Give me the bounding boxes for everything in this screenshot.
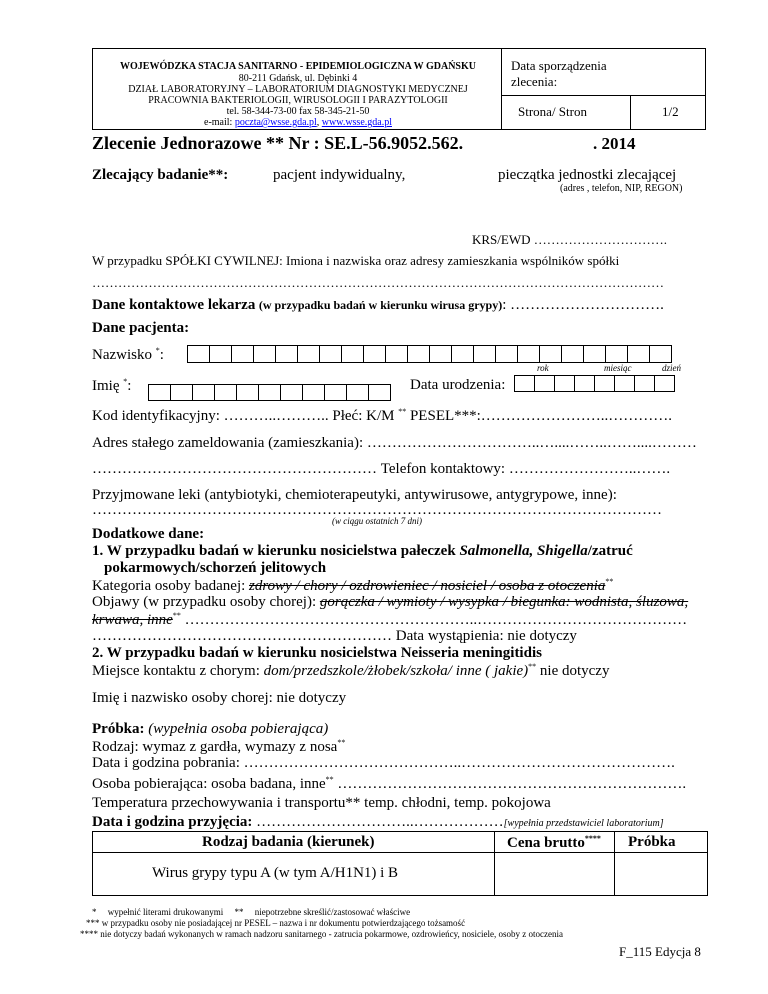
input-cell[interactable] <box>297 345 320 363</box>
id-code-line: Kod identyfikacyjny: ………..……….. Płeć: K/M ** PESEL***:……………………..…………. <box>92 407 673 424</box>
input-cell[interactable] <box>209 345 232 363</box>
input-cell[interactable] <box>214 384 237 401</box>
section-2-heading: 2. W przypadku badań w kierunku nosicielstwa Neisseria meningitidis <box>92 645 542 661</box>
input-cell[interactable] <box>614 375 635 392</box>
doctor-label: Dane kontaktowe lekarza <box>92 297 256 313</box>
input-cell[interactable] <box>627 345 650 363</box>
input-cell[interactable] <box>554 375 575 392</box>
website-link[interactable]: www.wsse.gda.pl <box>321 117 392 128</box>
org-phone: tel. 58-344-73-00 fax 58-345-21-50 <box>226 106 370 117</box>
birth-input-grid[interactable] <box>514 375 674 392</box>
client-label: Zlecający badanie**: <box>92 167 229 183</box>
extra-title: Dodatkowe dane: <box>92 526 205 542</box>
col-price: Cena brutto**** <box>507 834 601 851</box>
civil-note: W przypadku SPÓŁKI CYWILNEJ: Imiona i nazwiska oraz adresy zamieszkania wspólników spółki <box>92 253 620 268</box>
civil-dots: …………………………………………………………………………………………………………………… <box>92 275 664 290</box>
input-cell[interactable] <box>514 375 535 392</box>
year-label: rok <box>537 363 549 373</box>
phone-line: ………………………………………………… Telefon kontaktowy: ……………………..……. <box>92 461 671 477</box>
page-label: Strona/ Stron <box>518 104 587 119</box>
input-cell[interactable] <box>407 345 430 363</box>
krs-field: KRS/EWD …………………………. <box>472 232 667 247</box>
section-1-heading: 1. W przypadku badań w kierunku nosicielstwa pałeczek Salmonella, Shigella/zatruć <box>92 543 633 559</box>
input-cell[interactable] <box>346 384 369 401</box>
input-cell[interactable] <box>253 345 276 363</box>
address-line: Adres stałego zameldowania (zamieszkania): ……………………………..…....……..……....……… <box>92 435 697 451</box>
input-cell[interactable] <box>517 345 540 363</box>
input-cell[interactable] <box>605 345 628 363</box>
input-cell[interactable] <box>341 345 364 363</box>
name-input-grid[interactable] <box>148 384 390 401</box>
date-page-box <box>502 48 706 130</box>
sample-date: Data i godzina pobrania: ……………………………………..……………………………………. <box>92 755 675 771</box>
input-cell[interactable] <box>170 384 193 401</box>
stamp-label: pieczątka jednostki zlecającej <box>498 167 677 183</box>
col-test-type: Rodzaj badania (kierunek) <box>202 834 375 850</box>
surname-label: Nazwisko *: <box>92 346 164 363</box>
input-cell[interactable] <box>363 345 386 363</box>
input-cell[interactable] <box>534 375 555 392</box>
input-cell[interactable] <box>187 345 210 363</box>
footnote-1: * wypełnić literami drukowanymi ** niepotrzebne skreślić/zastosować właściwe <box>92 907 411 917</box>
org-address: 80-211 Gdańsk, ul. Dębinki 4 <box>238 73 358 84</box>
input-cell[interactable] <box>280 384 303 401</box>
org-dept: DZIAŁ LABORATORYJNY – LABORATORIUM DIAGNOSTYKI MEDYCZNEJ <box>128 84 468 95</box>
date-label-2: zlecenia: <box>511 74 558 89</box>
input-cell[interactable] <box>324 384 347 401</box>
category-line: Kategoria osoby badanej: zdrowy / chory / ozdrowieniec / nosiciel / osoba z otoczenia** <box>92 577 614 594</box>
meds-line: Przyjmowane leki (antybiotyki, chemioterapeutyki, antywirusowe, antygrypowe, inne): <box>92 487 617 503</box>
input-cell[interactable] <box>561 345 584 363</box>
input-cell[interactable] <box>649 345 672 363</box>
contact-line: Miejsce kontaktu z chorym: dom/przedszkole/żłobek/szkoła/ inne ( jakie)** nie dotyczy <box>92 662 610 679</box>
symptoms-line-2: krwawa, inne** …………………………………………………..…………………………………… <box>92 611 688 628</box>
header-box <box>92 48 502 130</box>
page-value: 1/2 <box>662 104 679 119</box>
section-1-heading-2: pokarmowych/schorzeń jelitowych <box>104 560 327 576</box>
col-sample: Próbka <box>628 834 676 850</box>
input-cell[interactable] <box>302 384 325 401</box>
meds-dots: …………………………………………………………………………………………………… <box>92 502 662 518</box>
input-cell[interactable] <box>451 345 474 363</box>
sep: , <box>316 117 320 128</box>
input-cell[interactable] <box>539 345 562 363</box>
sample-type: Rodzaj: wymaz z gardła, wymazy z nosa** <box>92 738 346 755</box>
input-cell[interactable] <box>385 345 408 363</box>
day-label: dzień <box>662 363 681 373</box>
input-cell[interactable] <box>495 345 518 363</box>
surname-input-grid[interactable] <box>187 345 671 363</box>
form-id: F_115 Edycja 8 <box>619 944 701 959</box>
birth-label: Data urodzenia: <box>410 377 506 393</box>
stamp-note: (adres , telefon, NIP, REGON) <box>560 183 683 194</box>
input-cell[interactable] <box>654 375 675 392</box>
input-cell[interactable] <box>148 384 171 401</box>
sample-temp: Temperatura przechowywania i transportu** temp. chłodni, temp. pokojowa <box>92 795 551 811</box>
input-cell[interactable] <box>231 345 254 363</box>
input-cell[interactable] <box>634 375 655 392</box>
doctor-line <box>92 297 664 314</box>
email-label: e-mail: <box>204 117 233 128</box>
receipt-line: Data i godzina przyjęcia: …………………………..………………[wypełnia przedstawiciel laboratorium] <box>92 814 664 830</box>
meds-note: (w ciągu ostatnich 7 dni) <box>332 516 422 526</box>
email-link[interactable]: poczta@wsse.gda.pl <box>234 117 317 128</box>
doctor-note: (w przypadku badań w kierunku wirusa grypy) <box>258 298 503 312</box>
input-cell[interactable] <box>275 345 298 363</box>
client-value: pacjent indywidualny, <box>273 167 406 183</box>
sample-collector: Osoba pobierająca: osoba badana, inne** ……………………………………………………………. <box>92 775 687 792</box>
order-title: Zlecenie Jednorazowe ** Nr : SE.L-56.9052.562. <box>92 133 464 153</box>
org-contact <box>93 117 503 128</box>
footnote-3: *** w przypadku osoby nie posiadającej nr PESEL – nazwa i nr dokumentu potwierdzającego tożsamość <box>86 918 466 928</box>
input-cell[interactable] <box>473 345 496 363</box>
input-cell[interactable] <box>368 384 391 401</box>
test-row-1: Wirus grypy typu A (w tym A/H1N1) i B <box>152 865 399 881</box>
patient-title: Dane pacjenta: <box>92 320 190 336</box>
footnote-4: **** nie dotyczy badań wykonanych w ramach nadzoru sanitarnego - zatrucia pokarmowe, ozdrowieńcy, nosiciele, osoby z otoczenia <box>80 929 563 939</box>
sick-name-line: Imię i nazwisko osoby chorej: nie dotyczy <box>92 690 347 706</box>
doctor-dots: : …………………………. <box>502 297 664 313</box>
date-label-1: Data sporządzenia <box>511 58 607 73</box>
input-cell[interactable] <box>574 375 595 392</box>
order-year: . 2014 <box>593 134 636 153</box>
input-cell[interactable] <box>594 375 615 392</box>
symptoms-line: Objawy (w przypadku osoby chorej): gorączka / wymioty / wysypka / biegunka: wodnista, śluzowa, <box>92 594 689 610</box>
sample-title-line: Próbka: (wypełnia osoba pobierająca) <box>92 721 329 737</box>
input-cell[interactable] <box>429 345 452 363</box>
input-cell[interactable] <box>258 384 281 401</box>
org-lab: PRACOWNIA BAKTERIOLOGII, WIRUSOLOGII I PARAZYTOLOGII <box>148 95 448 106</box>
input-cell[interactable] <box>192 384 215 401</box>
input-cell[interactable] <box>583 345 606 363</box>
onset-line: …………………………………………………… Data wystąpienia: nie dotyczy <box>92 628 577 644</box>
input-cell[interactable] <box>236 384 259 401</box>
input-cell[interactable] <box>319 345 342 363</box>
name-label: Imię *: <box>92 377 132 394</box>
org-name: WOJEWÓDZKA STACJA SANITARNO - EPIDEMIOLOGICZNA W GDAŃSKU <box>120 61 476 72</box>
month-label: miesiąc <box>604 363 632 373</box>
tests-table <box>92 820 708 896</box>
